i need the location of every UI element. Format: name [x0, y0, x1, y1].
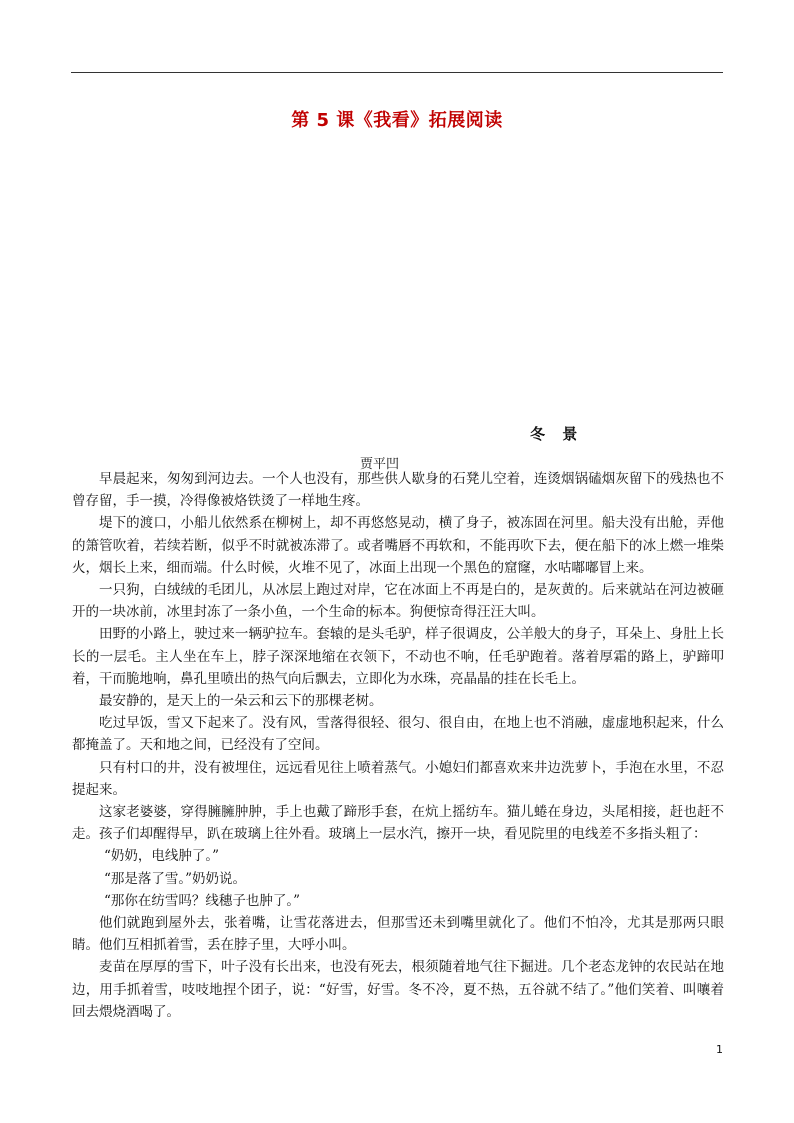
- dialogue-line: “奶奶，电线肿了。”: [104, 848, 220, 865]
- header-rule: [71, 72, 723, 73]
- paragraph: 田野的小路上，驶过来一辆驴拉车。套辕的是头毛驴，样子很调皮，公羊般大的身子，耳朵上、身肚上长长的一层毛。主人坐在车上，脖子深深地缩在衣领下，不动也不响，任毛驴跑着。落着厚霜的路上，驴蹄叩着，干而脆地响，鼻孔里喷出的热气向后飘去，立即化为水珠，亮晶晶的挂在长毛上。: [72, 626, 724, 687]
- paragraph: 只有村口的井，没有被埋住，远远看见往上喷着蒸气。小媳妇们都喜欢来井边洗萝卜，手泡在水里，不忍提起来。: [72, 759, 724, 798]
- essay-title: 冬 景: [530, 425, 584, 443]
- lesson-title: 第 5 课《我看》拓展阅读: [291, 110, 503, 131]
- paragraph: 一只狗，白绒绒的毛团儿，从冰层上跑过对岸，它在冰面上不再是白的，是灰黄的。后来就站在河边被砸开的一块冰前，冰里封冻了一条小鱼，一个生命的标本。狗便惊奇得汪汪大叫。: [72, 582, 724, 621]
- paragraph: 麦苗在厚厚的雪下，叶子没有长出来，也没有死去，根须随着地气往下掘进。几个老态龙钟的农民站在地边，用手抓着雪，吱吱地捏个团子，说：“好雪，好雪。冬不冷，夏不热，五谷就不结了。”他们笑着、叫嚷着回去煨烧酒喝了。: [72, 959, 724, 1020]
- dialogue-line: “那是落了雪。”奶奶说。: [104, 870, 247, 887]
- essay-author: 贾平凹: [360, 457, 400, 472]
- paragraph: 早晨起来，匆匆到河边去。一个人也没有，那些供人歇身的石凳儿空着，连烫烟锅磕烟灰留下的残热也不曾存留，手一摸，冷得像被烙铁烫了一样地生疼。: [72, 471, 724, 510]
- paragraph: 堤下的渡口，小船儿依然系在柳树上，却不再悠悠晃动，横了身子，被冻固在河里。船夫没有出舱，弄他的箫管吹着，若续若断，似乎不时就被冻滞了。或者嘴唇不再软和，不能再吹下去，便在船下的冰上燃一堆柴火，烟长上来，细而端。什么时候，火堆不见了，冰面上出现一个黑色的窟窿，水咕嘟嘟冒上来。: [72, 515, 724, 576]
- page-number: 1: [716, 1043, 723, 1056]
- paragraph: 最安静的，是天上的一朵云和云下的那棵老树。: [99, 693, 383, 710]
- paragraph: 这家老婆婆，穿得臃臃肿肿，手上也戴了蹄形手套，在炕上摇纺车。猫儿蜷在身边，头尾相接，赶也赶不走。孩子们却醒得早，趴在玻璃上往外看。玻璃上一层水汽，擦开一块，看见院里的电线差不多指头粗了：: [72, 804, 724, 843]
- paragraph: 他们就跑到屋外去，张着嘴，让雪花落进去，但那雪还未到嘴里就化了。他们不怕冷，尤其是那两只眼睛。他们互相抓着雪，丢在脖子里，大呼小叫。: [72, 915, 724, 954]
- essay-body: [72, 468, 724, 1023]
- paragraph: 吃过早饭，雪又下起来了。没有风，雪落得很轻、很匀、很自由，在地上也不消融，虚虚地积起来，什么都掩盖了。天和地之间，已经没有了空间。: [72, 715, 724, 754]
- dialogue-line: “那你在纺雪吗？线穗子也肿了。”: [104, 892, 301, 909]
